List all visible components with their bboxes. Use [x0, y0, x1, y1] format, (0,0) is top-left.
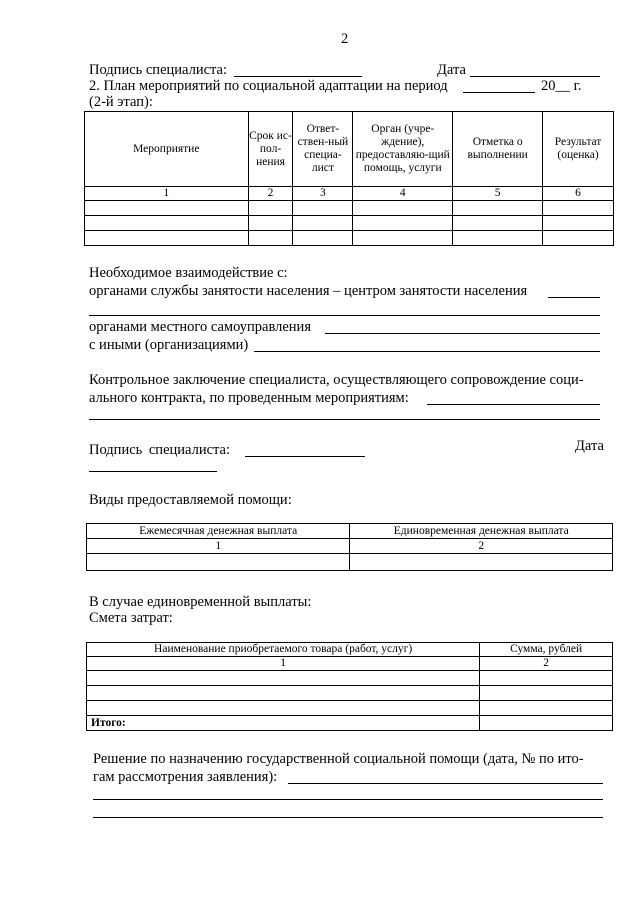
table-cell[interactable] [350, 554, 613, 571]
employment-line-2[interactable] [89, 315, 600, 316]
interaction-local-gov: органами местного самоуправления [89, 319, 311, 335]
table-row [85, 216, 614, 231]
aid-table [86, 523, 613, 571]
conclusion-line-2[interactable] [89, 419, 600, 420]
col-header-lump-sum: Единовременная денежная выплата [350, 524, 613, 539]
plan-table [84, 111, 614, 246]
col-number: 1 [87, 657, 480, 671]
col-header-organization: Орган (учре-ждение), предоставляю-щий помощь, услуги [353, 112, 453, 187]
decision-line-2[interactable] [93, 799, 603, 800]
signature-label: Подпись специалиста: [89, 62, 227, 78]
table-cell[interactable] [480, 686, 613, 701]
col-number: 2 [350, 539, 613, 554]
other-line[interactable] [254, 351, 600, 352]
table-cell[interactable] [293, 231, 353, 246]
table-cell[interactable] [87, 686, 480, 701]
plan-heading: 2. План мероприятий по социальной адаптации на период [89, 78, 448, 94]
estimate-table [86, 642, 613, 731]
table-cell[interactable] [87, 671, 480, 686]
table-row [85, 201, 614, 216]
table-cell[interactable] [87, 701, 480, 716]
table-cell[interactable] [85, 231, 249, 246]
date-label: Дата [437, 62, 466, 78]
table-cell[interactable] [293, 216, 353, 231]
table-cell[interactable] [480, 701, 613, 716]
total-label: Итого: [87, 716, 480, 731]
table-row [87, 686, 613, 701]
col-header-item: Наименование приобретаемого товара (работ, услуг) [87, 643, 480, 657]
col-number: 4 [353, 187, 453, 201]
col-number: 2 [248, 187, 293, 201]
table-cell[interactable] [543, 216, 614, 231]
table-row [85, 231, 614, 246]
col-number: 3 [293, 187, 353, 201]
table-cell[interactable] [543, 231, 614, 246]
decision-text: Решение по назначению государственной социальной помощи (дата, № по ито- [93, 751, 584, 767]
table-cell[interactable] [480, 671, 613, 686]
table-cell[interactable] [543, 201, 614, 216]
signature-label: Подпись специалиста: [89, 442, 230, 458]
table-cell[interactable] [453, 231, 543, 246]
table-cell[interactable] [353, 201, 453, 216]
stage-label: (2-й этап): [89, 94, 153, 110]
col-header-activity: Мероприятие [85, 112, 249, 187]
page-number: 2 [341, 31, 349, 47]
table-cell[interactable] [248, 216, 293, 231]
table-row [87, 701, 613, 716]
total-amount[interactable] [480, 716, 613, 731]
col-header-term: Срок ис-пол-нения [248, 112, 293, 187]
table-cell[interactable] [453, 201, 543, 216]
table-cell[interactable] [85, 216, 249, 231]
interaction-other: с иными (организациями) [89, 337, 249, 353]
table-cell[interactable] [353, 231, 453, 246]
table-cell[interactable] [248, 201, 293, 216]
interaction-employment: органами службы занятости населения – центром занятости населения [89, 283, 528, 299]
table-cell[interactable] [87, 554, 350, 571]
date-label: Дата [575, 438, 604, 454]
signature-line[interactable] [245, 456, 365, 457]
local-gov-line[interactable] [325, 333, 600, 334]
employment-line[interactable] [548, 297, 600, 298]
col-number: 1 [87, 539, 350, 554]
col-number: 5 [453, 187, 543, 201]
table-cell[interactable] [248, 231, 293, 246]
table-cell[interactable] [453, 216, 543, 231]
col-header-amount: Сумма, рублей [480, 643, 613, 657]
table-cell[interactable] [85, 201, 249, 216]
lump-sum-text: В случае единовременной выплаты: [89, 594, 312, 610]
estimate-label: Смета затрат: [89, 610, 173, 626]
table-row [87, 671, 613, 686]
decision-line[interactable] [288, 783, 603, 784]
interaction-heading: Необходимое взаимодействие с: [89, 265, 288, 281]
conclusion-line[interactable] [427, 404, 600, 405]
conclusion-text-2: ального контракта, по проведенным мероприятиям: [89, 390, 409, 406]
col-header-responsible: Ответ-ствен-ный специа-лист [293, 112, 353, 187]
col-number: 6 [543, 187, 614, 201]
date-line[interactable] [89, 471, 217, 472]
conclusion-text: Контрольное заключение специалиста, осуществляющего сопровождение соци- [89, 372, 584, 388]
col-number: 2 [480, 657, 613, 671]
table-cell[interactable] [353, 216, 453, 231]
period-line[interactable] [463, 92, 535, 93]
col-header-result: Результат (оценка) [543, 112, 614, 187]
table-row [87, 554, 613, 571]
decision-text-2: гам рассмотрения заявления): [93, 769, 278, 785]
year-label: 20__ г. [541, 78, 582, 94]
col-number: 1 [85, 187, 249, 201]
table-cell[interactable] [293, 201, 353, 216]
col-header-monthly: Ежемесячная денежная выплата [87, 524, 350, 539]
col-header-mark: Отметка о выполнении [453, 112, 543, 187]
aid-heading: Виды предоставляемой помощи: [89, 492, 292, 508]
decision-line-3[interactable] [93, 817, 603, 818]
